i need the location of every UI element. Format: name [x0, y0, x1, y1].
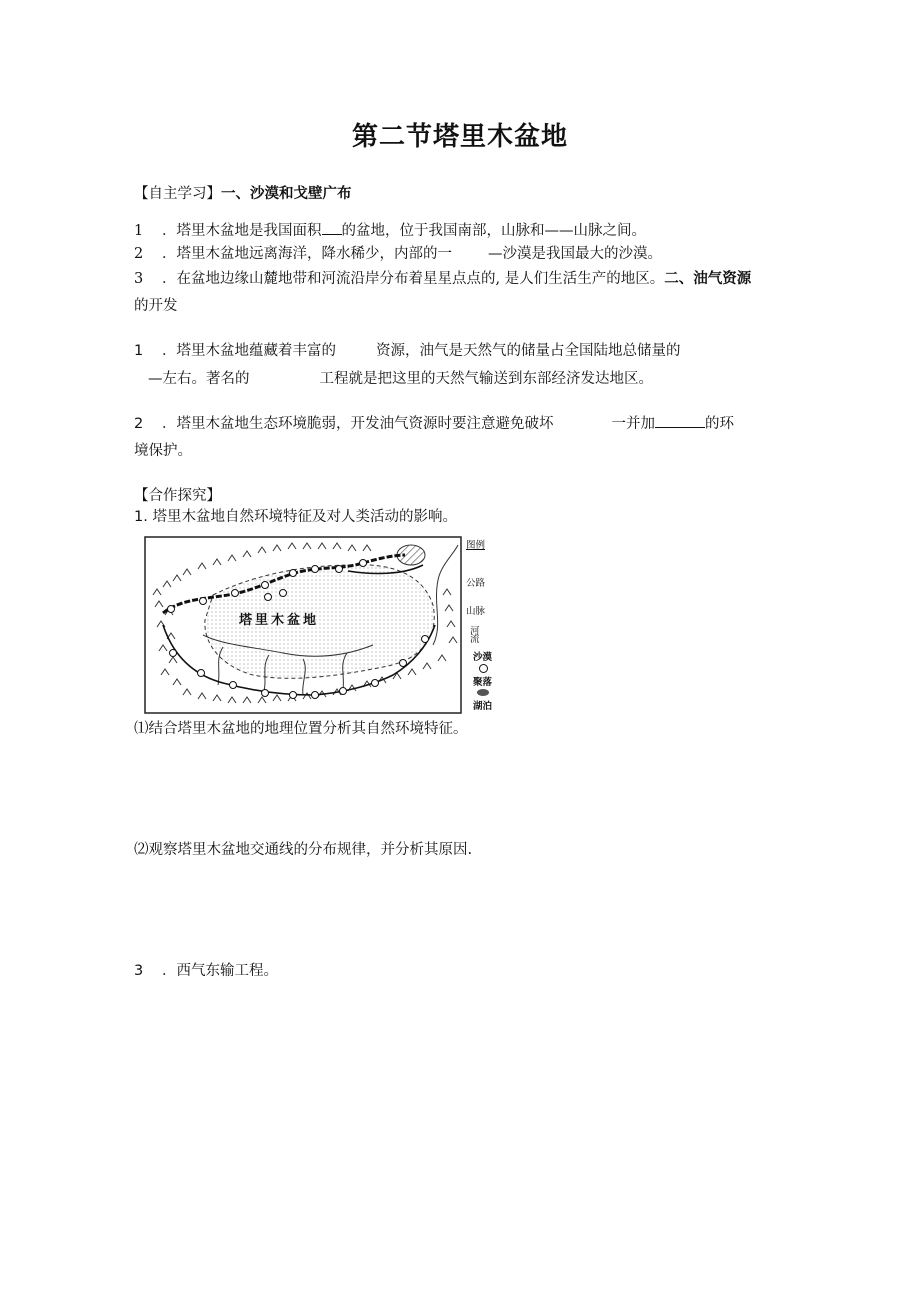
- item-text-mid: 一并加: [611, 416, 655, 432]
- item-text-pre: ．塔里木盆地是我国面积: [162, 223, 322, 239]
- item-number: 1: [134, 223, 144, 239]
- legend-mountain-label: 山脉: [466, 606, 486, 617]
- oil-item-2-cont: 境保护。: [134, 443, 192, 459]
- legend-settlement-label: 聚落: [473, 677, 493, 688]
- legend-title: 图例: [466, 540, 486, 551]
- self-study-bracket: 【自主学习】: [134, 186, 221, 202]
- item-number: 2: [134, 416, 144, 432]
- legend-settlement-icon: [479, 664, 488, 673]
- answer-blank[interactable]: [655, 413, 705, 428]
- item-number: 2: [134, 246, 144, 262]
- self-study-item-2: [134, 244, 662, 264]
- page-title: 第二节塔里木盆地: [351, 122, 568, 152]
- answer-blank[interactable]: [322, 220, 342, 235]
- item-text-mid: 的盆地，位于我国南部，山脉和——山脉之间。: [341, 223, 646, 239]
- oil-item-1: [134, 341, 681, 361]
- self-study-heading: [134, 184, 352, 204]
- section-one-heading: 一、沙漠和戈壁广布: [221, 186, 352, 202]
- section-two-heading: 二、油气资源: [664, 271, 752, 287]
- coop-question-1: 1. 塔里木盆地自然环境特征及对人类活动的影响。: [134, 509, 457, 525]
- item-text-pre: ．塔里木盆地生态环境脆弱，开发油气资源时要注意避免破坏: [162, 416, 554, 432]
- tarim-basin-map: [143, 535, 493, 715]
- question-text: ．西气东输工程。: [162, 963, 278, 979]
- coop-subquestion-2: ⑵观察塔里木盆地交通线的分布规律，并分析其原因.: [134, 842, 473, 858]
- legend-desert-label: 沙漠: [473, 652, 493, 663]
- item-number: 1: [134, 343, 144, 359]
- item-text-pre: ．塔里木盆地远离海洋，降水稀少，内部的一: [162, 246, 452, 262]
- lake-shape: [397, 545, 425, 565]
- legend-lake-label: 湖泊: [473, 701, 493, 712]
- item-text-mid: 工程就是把这里的天然气输送到东部经济发达地区。: [319, 371, 653, 387]
- oil-item-1-line2: [148, 369, 653, 389]
- item-text-mid: 资源，油气是天然气的储量占全国陆地总储量的: [376, 343, 681, 359]
- basin-label: 塔里木盆地: [239, 613, 320, 628]
- coop-heading: 【合作探究】: [134, 488, 221, 504]
- item-text-tail: 的环: [705, 416, 734, 432]
- item-text-pre: ．塔里木盆地蕴藏着丰富的: [162, 343, 336, 359]
- legend-lake-icon: [477, 689, 489, 696]
- item-number: 3: [134, 271, 144, 287]
- oil-item-2: [134, 413, 734, 434]
- coop-subquestion-1: ⑴结合塔里木盆地的地理位置分析其自然环境特征。: [134, 721, 468, 737]
- legend-river-label-cut: 流: [470, 634, 480, 645]
- item-number: 3: [134, 963, 144, 979]
- item-text-pre: —左右。著名的: [148, 371, 250, 387]
- coop-question-3: [134, 961, 278, 981]
- section-two-heading-cont: 的开发: [134, 298, 178, 314]
- self-study-item-3: [134, 269, 751, 289]
- legend-road-label: 公路: [466, 578, 486, 589]
- self-study-item-1: [134, 220, 646, 241]
- legend-river-label: 河: [470, 626, 480, 637]
- item-text-pre: ．在盆地边缘山麓地带和河流沿岸分布着星星点点的, 是人们生活生产的地区。: [162, 271, 665, 287]
- item-text-mid: —沙漠是我国最大的沙漠。: [488, 246, 662, 262]
